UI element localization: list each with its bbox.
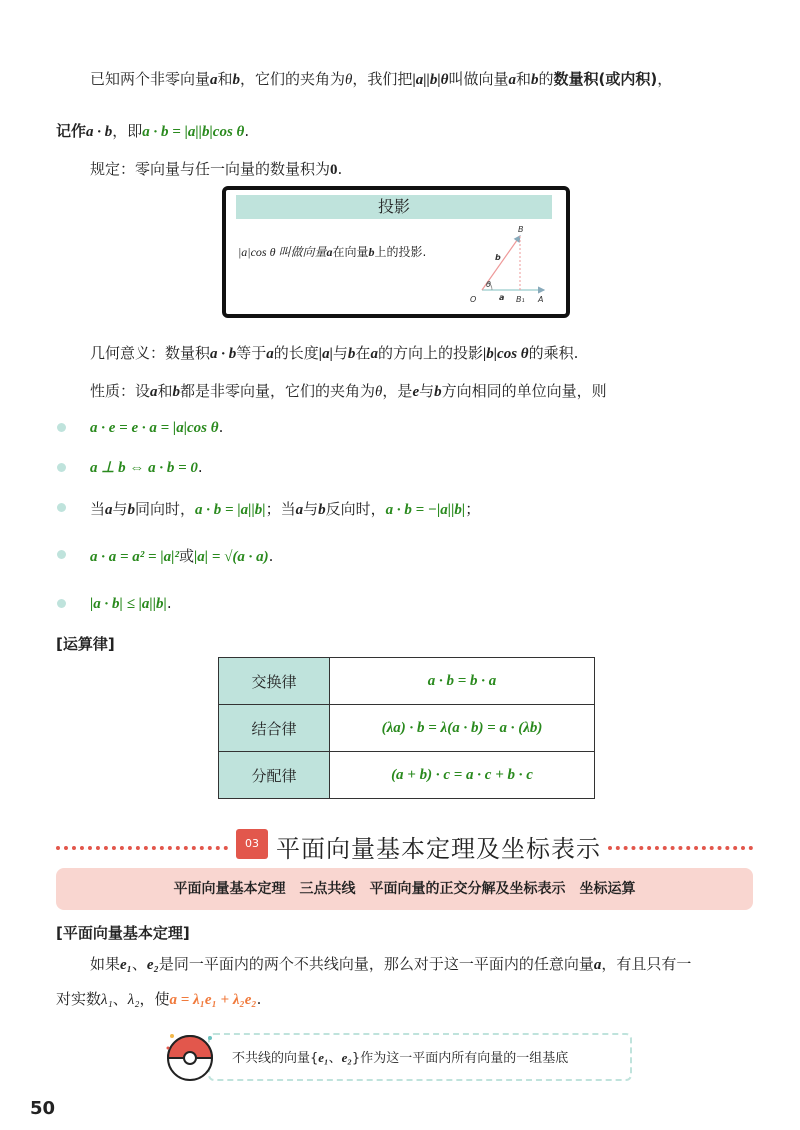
math-projection: |b|cos θ [482, 346, 529, 362]
bullet-dot [57, 463, 66, 472]
section-divider-left [56, 846, 228, 850]
math-b: b [434, 384, 442, 400]
label-B1: B₁ [516, 295, 525, 304]
section-title: 平面向量基本定理及坐标表示 [276, 835, 601, 863]
text: 规定：零向量与任一向量的数量积为 [90, 160, 331, 178]
text: 与 [332, 344, 348, 362]
label-B: B [518, 225, 524, 234]
text: 是同一平面内的两个不共线向量，那么对于这一平面内的任意向量 [158, 955, 594, 973]
text: 对实数 [56, 990, 102, 1008]
math-b: b [232, 72, 241, 88]
math-lambda1: λ₁ [101, 992, 113, 1008]
label-a: a [499, 293, 505, 302]
text: ，即 [112, 122, 143, 140]
text: ； [465, 500, 481, 518]
text: . [218, 418, 224, 436]
math-a: a [295, 502, 304, 518]
formula: a · e = e · a = |a|cos θ [90, 420, 219, 436]
property-item-1 [90, 418, 223, 437]
section-subtopics: 平面向量基本定理 三点共线 平面向量的正交分解及坐标表示 坐标运算 [56, 868, 753, 910]
text: 性质：设 [90, 382, 151, 400]
theorem-line-2 [56, 988, 261, 1009]
text: . [268, 547, 274, 565]
bullet-dot [57, 423, 66, 432]
laws-table [218, 657, 595, 799]
text: 方向相同的单位向量，则 [441, 382, 607, 400]
math-lambda2: λ₂ [127, 992, 140, 1008]
text: . [197, 458, 203, 476]
bullet-dot [57, 599, 66, 608]
formula: a · b = |a||b| [195, 502, 266, 518]
math-a: a [326, 245, 333, 259]
property-item-4 [90, 545, 273, 566]
text: 等于 [236, 344, 267, 362]
text: 与 [112, 500, 128, 518]
text: 、 [112, 990, 128, 1008]
pokeball-icon [164, 1030, 218, 1084]
text: 叫做向量 [448, 70, 509, 88]
text: 和 [217, 70, 233, 88]
law-formula: (λa) · b = λ(a · b) = a · (λb) [330, 705, 595, 752]
table-row [219, 705, 595, 752]
math-theta: θ [375, 384, 383, 400]
text: ，有且只有一 [601, 955, 692, 973]
math-b: b [318, 502, 326, 518]
formula: |a · b| ≤ |a||b| [90, 596, 167, 612]
math-a-dot-b: a · b [86, 124, 113, 140]
text: ，使 [139, 990, 170, 1008]
math-a: a [266, 346, 274, 362]
math-b: b [127, 502, 136, 518]
properties-lead [90, 380, 607, 401]
math-a: a [105, 502, 113, 518]
text: . [166, 594, 172, 612]
text: ， [657, 70, 673, 88]
formula: a · a = a² = |a|² [90, 549, 179, 565]
math-e: e [412, 384, 420, 400]
text: 与 [419, 382, 435, 400]
math-a: a [150, 384, 158, 400]
math-theta: θ [345, 72, 353, 88]
term-dot-product: 数量积(或内积) [553, 70, 658, 88]
text: 当 [90, 500, 106, 518]
geometric-meaning [90, 342, 578, 363]
math-b: b [368, 245, 375, 259]
rule-line [90, 158, 342, 179]
text: 的方向上的投影 [377, 344, 483, 362]
text: . [244, 122, 250, 140]
tip-text [232, 1047, 568, 1066]
label-theta: θ [486, 280, 491, 289]
math-b: b [347, 346, 356, 362]
table-row [219, 658, 595, 705]
property-item-2 [90, 458, 203, 477]
text: 、 [328, 1051, 342, 1066]
text: 都是非零向量，它们的夹角为 [180, 382, 376, 400]
text: 与 [303, 500, 319, 518]
laws-heading: [运算律] [56, 635, 115, 653]
label-O: O [470, 295, 477, 304]
label-A: A [538, 295, 544, 304]
property-item-3 [90, 498, 480, 519]
bullet-dot [57, 503, 66, 512]
text: 如果 [90, 955, 121, 973]
text: 和 [157, 382, 173, 400]
theorem-formula: a = λ₁e₁ + λ₂e₂ [169, 992, 257, 1008]
math-a: a [593, 957, 602, 973]
text: 在 [355, 344, 371, 362]
theorem-heading: [平面向量基本定理] [56, 924, 190, 942]
table-row [219, 752, 595, 799]
math-e2: e₂ [146, 957, 159, 973]
text: 在向量 [332, 245, 369, 259]
page-number: 50 [30, 1098, 56, 1119]
label-b: b [495, 253, 501, 262]
formula: a · b = −|a||b| [385, 502, 466, 518]
projection-figure [462, 222, 558, 308]
text: }作为这一平面内所有向量的一组基底 [351, 1051, 569, 1066]
text: 记作 [56, 122, 87, 140]
law-formula: a · b = b · a [330, 658, 595, 705]
property-item-5 [90, 594, 172, 613]
bullet-dot [57, 550, 66, 559]
formula: a ⊥ b ⇔ a · b = 0 [90, 460, 198, 476]
text: 、 [131, 955, 147, 973]
math-a: a [508, 72, 516, 88]
text: . [256, 990, 262, 1008]
text: 不共线的向量{ [232, 1051, 319, 1066]
intro-line-2 [56, 120, 249, 141]
math-a: a [370, 346, 378, 362]
text: |a|cos θ 叫做向量 [238, 245, 327, 259]
text: 的长度 [273, 344, 319, 362]
text: ，是 [382, 382, 413, 400]
formula: |a| = √(a · a) [193, 549, 269, 565]
math-a: a [210, 72, 218, 88]
law-name: 结合律 [219, 705, 330, 752]
text: ，我们把 [352, 70, 413, 88]
math-b: b [530, 72, 539, 88]
math-abs-a: |a| [318, 346, 333, 362]
section-divider-right [608, 846, 753, 850]
math-e1: e₁ [120, 957, 132, 973]
text: 上的投影. [374, 245, 427, 259]
section-number: 03 [236, 829, 268, 859]
text: 已知两个非零向量 [90, 70, 211, 88]
text: 几何意义：数量积 [90, 344, 211, 362]
law-name: 交换律 [219, 658, 330, 705]
math-a-dot-b: a · b [210, 346, 237, 362]
text: ；当 [265, 500, 296, 518]
math-e2: e₂ [341, 1050, 352, 1065]
law-name: 分配律 [219, 752, 330, 799]
text: 同向时， [135, 500, 196, 518]
text: ，它们的夹角为 [240, 70, 346, 88]
theorem-line-1 [90, 953, 691, 974]
text: 的 [538, 70, 554, 88]
math-abtheta: |a||b|θ [412, 72, 449, 88]
math-zero: 0 [330, 162, 338, 178]
projection-title: 投影 [236, 195, 552, 219]
projection-text [238, 243, 426, 260]
math-b: b [172, 384, 181, 400]
text: 和 [515, 70, 531, 88]
math-e1: e₁ [318, 1050, 329, 1065]
text: . [337, 160, 343, 178]
text: 的乘积. [528, 344, 579, 362]
text: 或 [178, 547, 194, 565]
text: 反向时， [325, 500, 386, 518]
intro-line-1 [90, 68, 672, 89]
dot-product-definition: a · b = |a||b|cos θ [142, 124, 245, 140]
law-formula: (a + b) · c = a · c + b · c [330, 752, 595, 799]
